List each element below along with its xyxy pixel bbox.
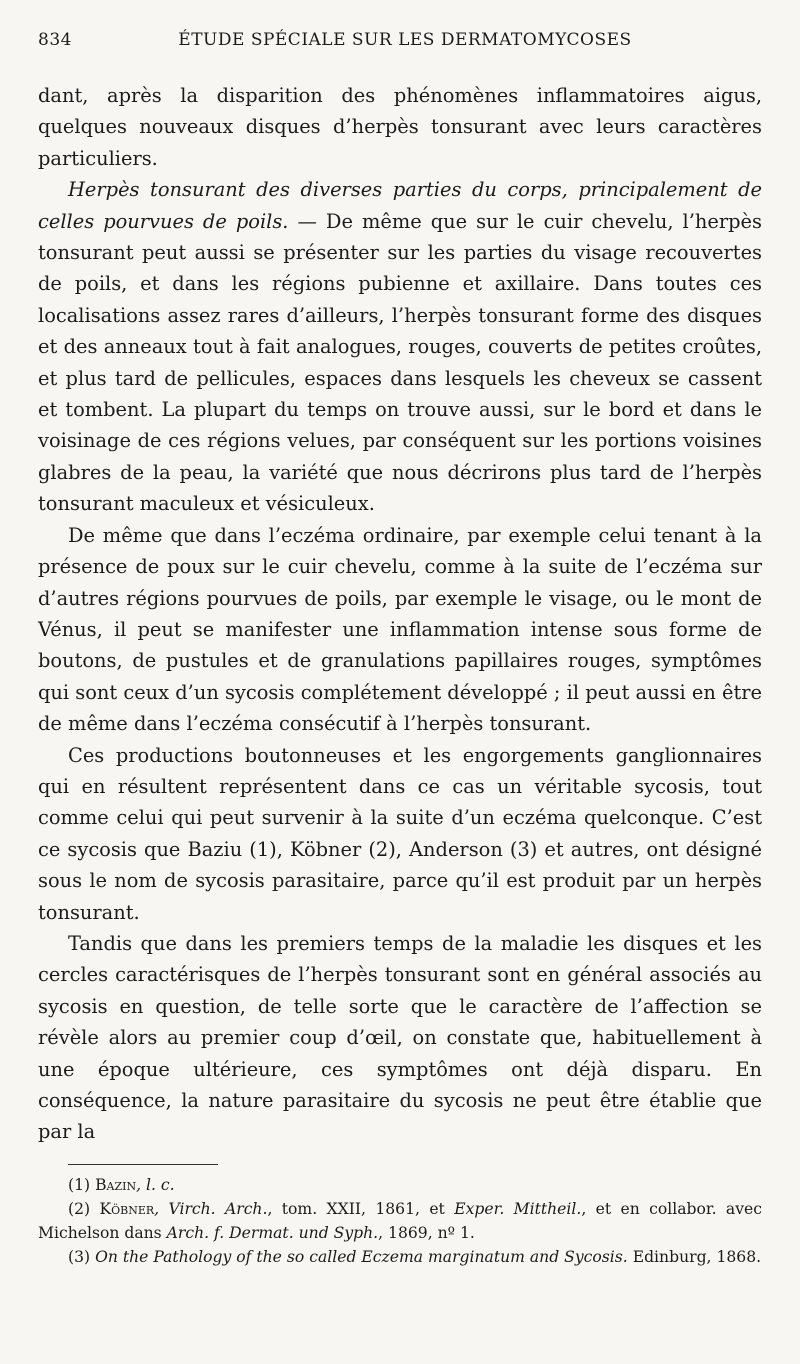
footnote-3-mark: (3) — [68, 1247, 91, 1266]
footnote-2-text-1: , tom. XXII, 1861, et — [267, 1199, 455, 1218]
footnote-2-mark: (2) — [68, 1199, 91, 1218]
running-title: ÉTUDE SPÉCIALE SUR LES DERMATOMYCOSES — [178, 30, 632, 50]
paragraph-3: De même que dans l’eczéma ordinaire, par exemple celui tenant à la présence de poux sur le cuir chevelu, comme à la suite de l’eczéma sur d’autres régions pourvues de poils, par exemple le visage, ou le mont de Vénus, il peut se manifester une inflammation intense sous forme de boutons, de pustules et de granulations papillaires rouges, symptômes qui sont ceux d’un sycosis complétement développé ; il peut aussi en être de même dans l’eczéma consécutif à l’herpès tonsurant. — [38, 523, 762, 736]
paragraph-2-body: — De même que sur le cuir chevelu, l’herpès tonsurant peut aussi se présenter sur les parties du visage recouvertes de poils, et dans les régions pubienne et axillaire. Dans toutes ces localisations assez rares d’ailleurs, l’herpès tonsurant forme des disques et des anneaux tout à fait analogues, rouges, couverts de petites croûtes, et plus tard de pellicules, espaces dans lesquels les cheveux se cassent et tombent. La plupart du temps on trouve aussi, sur le bord et dans le voisinage de ces régions velues, par conséquent sur les portions voisines glabres de la peau, la variété que nous décrirons plus tard de l’herpès tonsurant maculeux et vésiculeux. — [38, 209, 762, 516]
footnote-2 — [38, 1197, 762, 1245]
footnote-1-ref: , l. c. — [136, 1175, 175, 1194]
paragraph-4: Ces productions boutonneuses et les engorgements ganglionnaires qui en résultent représentent dans ce cas un véritable sycosis, tout comme celui qui peut survenir à la suite d’un eczéma quelconque. C’est ce sycosis que Baziu (1), Köbner (2), Anderson (3) et autres, ont désigné sous le nom de sycosis parasitaire, parce qu’il est produit par un herpès tonsurant. — [38, 743, 762, 924]
paragraph-2 — [38, 174, 762, 519]
footnote-2-journal-3: Arch. f. Dermat. und Syph. — [166, 1223, 379, 1242]
paragraph-1: dant, après la disparition des phénomènes inflammatoires aigus, quelques nouveaux disques d’herpès tonsurant avec leurs caractères particuliers. — [38, 84, 762, 170]
footnote-3 — [38, 1245, 762, 1269]
footnote-3-rest: Edinburg, 1868. — [627, 1247, 762, 1266]
footnote-2-text-2: , et en collabor. avec Michelson dans — [38, 1199, 762, 1242]
footnote-1-author: Bazin — [95, 1175, 137, 1194]
footnote-2-journal-2: Exper. Mittheil. — [454, 1199, 582, 1218]
footnote-divider — [68, 1164, 218, 1165]
page-header — [38, 30, 762, 64]
footnote-3-title: On the Pathology of the so called Eczema marginatum and Sycosis. — [95, 1247, 628, 1266]
footnote-1-mark: (1) — [68, 1175, 91, 1194]
body-text — [38, 80, 762, 1148]
footnote-2-text-3: , 1869, nº 1. — [378, 1223, 475, 1242]
footnotes — [38, 1173, 762, 1269]
footnote-2-author: Köbner — [99, 1199, 155, 1218]
section-heading: Herpès tonsurant des diverses parties du corps, principalement de celles pourvues de poils. — [38, 178, 762, 233]
footnote-1 — [38, 1173, 762, 1197]
footnote-2-journal: , Virch. Arch. — [154, 1199, 268, 1218]
paragraph-5: Tandis que dans les premiers temps de la maladie les disques et les cercles caractérisques de l’herpès tonsurant sont en général associés au sycosis en question, de telle sorte que le caractère de l’affection se révèle alors au premier coup d’œil, on constate que, habituellement à une époque ultérieure, ces symptômes ont déjà disparu. En conséquence, la nature parasitaire du sycosis ne peut être établie que par la — [38, 931, 762, 1144]
page-number: 834 — [38, 30, 72, 50]
